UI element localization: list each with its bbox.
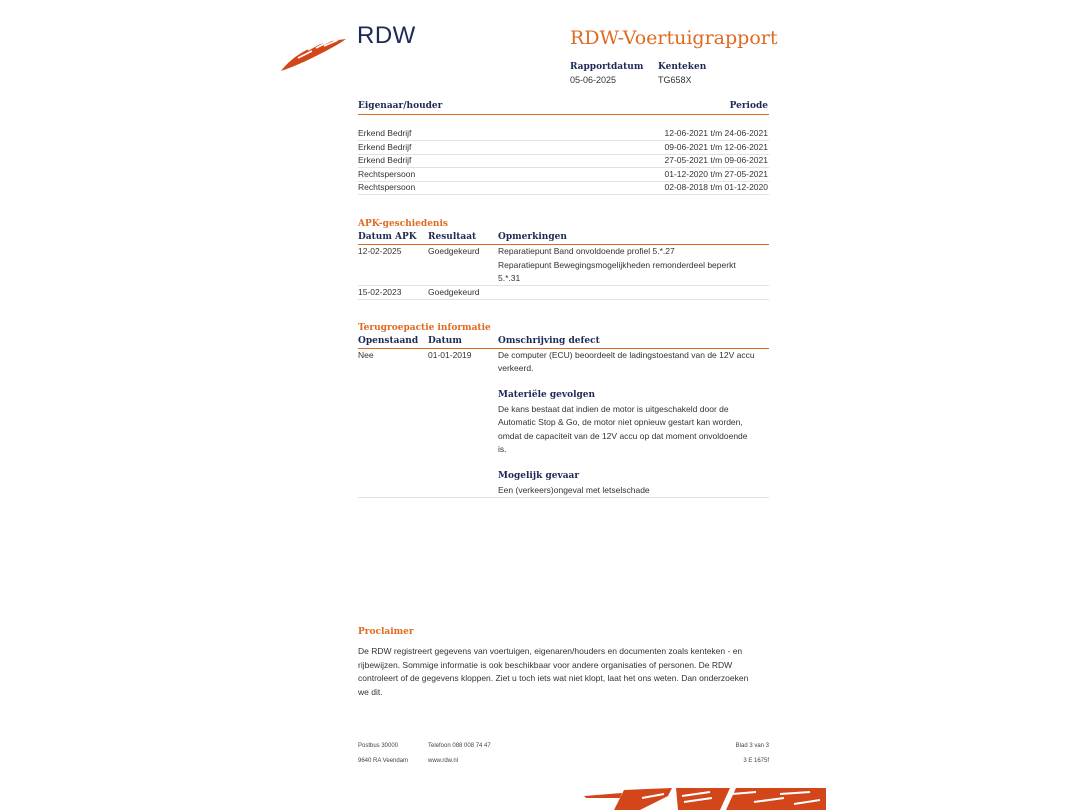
rdw-logo-icon [278, 34, 348, 74]
recall-open-value: Nee [358, 350, 374, 360]
recall-column-header-defect: Omschrijving defect [498, 336, 600, 346]
apk-row-1-remark-2: Reparatiepunt Bewegingsmogelijkheden remonderdeel beperkt [498, 260, 736, 270]
disclaimer-line: we dit. [358, 686, 383, 697]
disclaimer-text [358, 645, 778, 699]
footer-postbus: Postbus 30000 [358, 743, 399, 749]
apk-row-1-remark-1: Reparatiepunt Band onvoldoende profiel 5.*.27 [498, 246, 675, 256]
apk-header-divider [358, 244, 769, 245]
recall-header-divider [358, 348, 769, 349]
recall-danger-title: Mogelijk gevaar [498, 471, 580, 481]
owner-row-4-owner: Rechtspersoon [358, 168, 416, 179]
owner-row-1-period: 12-06-2021 t/m 24-06-2021 [664, 128, 768, 138]
plate-label: Kenteken [658, 62, 707, 72]
owner-row-divider [358, 194, 769, 195]
owners-header-divider [358, 114, 769, 115]
disclaimer-line: controleert of de gegevens kloppen. Ziet u toch iets wat niet klopt, laat het ons weten. Dan onderzoeken [358, 673, 749, 683]
report-date-value: 05-06-2025 [570, 75, 617, 85]
disclaimer-heading: Proclaimer [358, 627, 414, 637]
footer-page-number: Blad 3 van 3 [735, 743, 769, 749]
apk-heading: APK-geschiedenis [358, 219, 448, 229]
recall-consequences-line-2: Automatic Stop & Go, de motor niet opnieuw gestart kan worden, [498, 417, 743, 427]
owner-row-3-period: 27-05-2021 t/m 09-06-2021 [664, 155, 768, 165]
owner-row-2-owner: Erkend Bedrijf [358, 141, 412, 152]
owners-column-header-owner: Eigenaar/houder [358, 101, 443, 111]
footer-website-link[interactable]: www.rdw.nl [428, 758, 459, 764]
recall-date-value: 01-01-2019 [428, 350, 472, 360]
footer-decoration-icon [580, 786, 830, 810]
recall-heading: Terugroepactie informatie [358, 323, 491, 333]
recall-danger-text: Een (verkeers)ongeval met letselschade [498, 485, 650, 495]
apk-row-2-date: 15-02-2023 [358, 287, 402, 297]
owner-row-4-period: 01-12-2020 t/m 27-05-2021 [664, 168, 768, 179]
recall-consequences-line-1: De kans bestaat dat indien de motor is uitgeschakeld door de [498, 404, 729, 414]
apk-column-header-result: Resultaat [428, 232, 477, 242]
recall-consequences-line-3: omdat de capaciteit van de 12V accu op dat moment onvoldoende [498, 431, 748, 441]
report-date-label: Rapportdatum [570, 62, 644, 72]
recall-defect-line-2: verkeerd. [498, 363, 534, 373]
owner-row-5-period: 02-08-2018 t/m 01-12-2020 [664, 182, 768, 192]
disclaimer-line: De RDW registreert gegevens van voertuigen, eigenaren/houders en documenten zoals kenteken - en [358, 646, 743, 656]
plate-value: TG658X [658, 75, 692, 85]
apk-row-1-remark-3: 5.*.31 [498, 273, 521, 283]
footer-address: 9640 RA Veendam [358, 758, 409, 764]
owner-row-3-owner: Erkend Bedrijf [358, 155, 412, 165]
apk-column-header-date: Datum APK [358, 232, 417, 242]
apk-column-header-remarks: Opmerkingen [498, 232, 567, 242]
brand-name: RDW [357, 22, 416, 49]
owners-column-header-period: Periode [729, 101, 768, 111]
footer-doc-code: 3 E 1675f [743, 758, 769, 764]
footer-phone: Telefoon 088 008 74 47 [428, 743, 491, 749]
owner-row-2-period: 09-06-2021 t/m 12-06-2021 [664, 141, 768, 152]
apk-row-divider [358, 299, 769, 300]
owner-row-1-owner: Erkend Bedrijf [358, 128, 412, 138]
document-title: RDW-Voertuigrapport [570, 27, 778, 49]
recall-column-header-date: Datum [428, 336, 462, 346]
apk-row-1-date: 12-02-2025 [358, 246, 402, 256]
apk-row-1-result: Goedgekeurd [428, 246, 480, 256]
disclaimer-line: rijbewijzen. Sommige informatie is ook beschikbaar voor andere organisaties of personen. De RDW [358, 659, 733, 670]
recall-row-divider [358, 497, 769, 498]
recall-column-header-open: Openstaand [358, 336, 419, 346]
apk-row-2-result: Goedgekeurd [428, 287, 480, 297]
recall-consequences-line-4: is. [498, 444, 507, 454]
recall-consequences-title: Materiële gevolgen [498, 390, 596, 400]
owner-row-5-owner: Rechtspersoon [358, 182, 416, 192]
apk-row-divider [358, 285, 769, 286]
recall-defect-line-1: De computer (ECU) beoordeelt de ladingstoestand van de 12V accu [498, 350, 755, 360]
